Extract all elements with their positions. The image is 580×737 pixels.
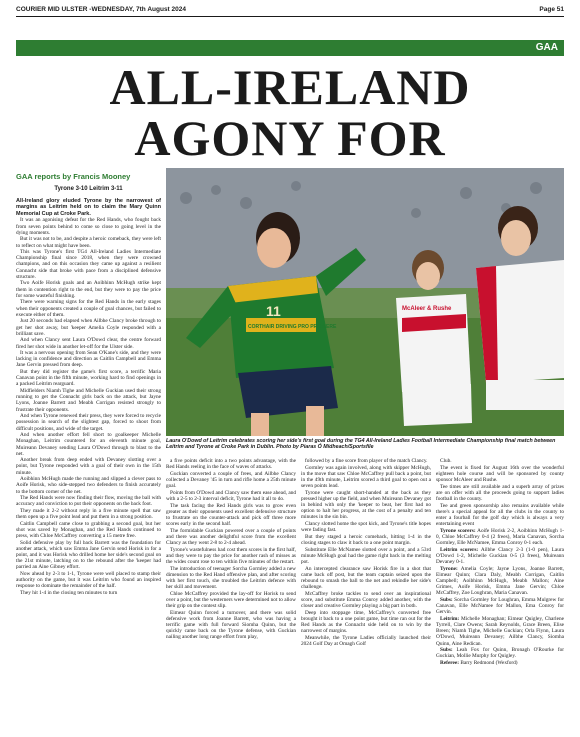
section-bar: [16, 40, 564, 56]
article-paragraph: Tee and green sponsorship also remains available while there's a special appeal for all the clubs in the county to enter a fourball for the golf day which is always a very entertaining event: [436, 502, 564, 528]
masthead: COURIER MID ULSTER -WEDNESDAY, 7th August 2024: [16, 5, 186, 13]
article-paragraph: Subs: Sorcha Gormley for Loughran, Emma Mulgrew for Canavan, Elle McNamee for Mallon, Ema Conroy for Gervin.: [436, 596, 564, 616]
headline-line-2: AGONY FOR: [134, 110, 446, 166]
article-paragraph: The introduction of teenager Sorcha Gormley added a new dimension to the Red Hand offensive plan, and after scoring with her first touch, she troubled the Leitrim defence with her skill and movement.: [166, 565, 296, 591]
article-column-4: [436, 458, 564, 730]
article-paragraph: Two Aoife Horisk goals and an Aoibhinn McHugh strike kept them in contention right to the end, but they were to pay the price for some wasteful finishing.: [16, 280, 161, 299]
article-paragraph: They made it 2-2 without reply in a five minute spell that saw them open up a five point lead and put them in a strong position.: [16, 508, 161, 521]
article-paragraph: followed by a fine score from player of the match Clancy.: [305, 458, 428, 464]
article-paragraph: It was an agonising defeat for the Red Hands, who fought back from seven points behind to come so close to going level in the dying moments.: [16, 217, 161, 236]
article-paragraph: But they did register the game's first score, a terrific Maria Canavan point in the fifth minute, working hard to find openings in a packed Leitrim rearguard.: [16, 369, 161, 388]
article-paragraph: Caitlin Campbell came close to grabbing a second goal, but her shot was saved by Monaghan, and the Red Hands continued to press, with Chloe McCaffrey converting a 15 metre free.: [16, 520, 161, 540]
scoreline: Tyrone 3-10 Leitrim 3-11: [54, 186, 123, 192]
article-paragraph: Substitute Elle McNamee slotted over a point, and a 53rd minute McHugh goal had the game right back in the melting pot.: [301, 546, 431, 565]
headline-line-1: ALL-IRELAND: [109, 59, 471, 115]
article-paragraph: Referee: Barry Redmond (Wexford): [440, 660, 518, 666]
jersey-number: 11: [266, 303, 281, 319]
article-paragraph: Solid defensive play by full back Barrett was the foundation for another attack, which saw Emma Jane Gervin send Horisk in for a point, and it was Horisk who drilled home her side's second goal on the 21st minute, latching on to the rebound after the 'keeper had parried an Aine Gibney effort.: [16, 539, 161, 571]
article-paragraph: Chloe McCaffrey provided the lay-off for Horisk to send over a point, but the westerners were determined not to allow their grip on the contest slip.: [166, 590, 296, 610]
article-paragraph: They hit 1-4 in the closing ten minutes to turn: [20, 590, 118, 597]
article-paragraph: Tyrone scorers: Aoife Horisk 2-2, Aoibhinn McHugh 1-0, Chloe McCaffrey 0-4 (2 frees), Maria Canavan, Sorcha Gormley, Elle McNamee, Emma Conroy 0-1 each.: [436, 527, 564, 547]
article-paragraph: The formidable Guckian powered over a couple of points and there was another delightful score from the excellent Clancy as they went 2-8 to 2-4 ahead.: [166, 527, 296, 547]
article-paragraph: Deep into stoppage time, McCaffrey's converted free brought it back to a one point game, but time ran out for the Red Hands as the Connacht side held on to win by the narrowest of margins.: [301, 609, 431, 635]
article-paragraph: Midfielders Niamh Tighe and Michelle Guckian used their strong running to get the Connacht girls back on the attack, but Jayne Lyons, Joanne Barrett and Meabh Corrigan resisted strongly to frustrate their opponents.: [16, 388, 161, 413]
article-paragraph: But they staged a heroic comeback, hitting 1-4 in the closing stages to claw it back to a one point margin.: [301, 533, 431, 547]
article-column-1: [16, 198, 161, 730]
article-paragraph: And when Tyrone renewed their press, they were forced to recycle possession in search of the slightest gap, forced to shoot from difficult positions, and wide of the target.: [16, 413, 161, 432]
article-paragraph: Leitrim scorers: Ailbhe Clancy 2-3 (1-0 pen), Laura O'Dowd 1-2, Michelle Guckian 0-5 (3 frees), Muireann Devaney 0-1.: [436, 546, 564, 565]
article-paragraph: Another break from deep ended with Devaney slotting over a point, but Tyrone responded with a goal of their own in the 15th minute.: [16, 457, 161, 476]
article-paragraph: Subs: Leah Fox for Quinn, Bronagh O'Rourke for Guckian, Mollie Murphy for Quigley.: [436, 647, 564, 660]
header-rule: [16, 16, 564, 17]
article-paragraph: An intercepted clearance saw Horisk fire in a shot that came back off post, but the team captain seized upon the rebound to smash the ball to the net and rekindle her side's challenge.: [301, 565, 431, 591]
article-paragraph: Club.: [440, 458, 452, 464]
article-paragraph: Guckian converted a couple of frees, and Ailbhe Clancy collected a Devaney '45 in turn and rifle home a 25th minute goal.: [166, 470, 296, 490]
photo-caption: Laura O'Dowd of Leitrim celebrates scoring her side's first goal during the TG4 All-Ireland Ladies Football Intermediate Championship final match between Leitrim and Tyrone at Croke Park in Dublin. Photo by Piaras Ó Mídheach/Sportsfile: [166, 438, 556, 451]
article-paragraph: Tyrone were caught short-handed at the back as they pressed higher up the field, and when Muireann Devaney got in behind with only the 'keeper to beat, her first had no option to halt her progress, at the cost of a penalty and ten minutes in the sin bin.: [301, 489, 431, 521]
article-paragraph: It was a nervous opening from Sean O'Kane's side, and they were lacking in confidence and direction as Caitlin Campbell and Emma Jane Gervin pressed from deep.: [16, 350, 161, 369]
article-paragraph: Now ahead by 2-3 to 1-1, Tyrone were well placed to stamp their authority on the game, but it was Leitrim who found an inspired response to dominate the remainder of the half.: [16, 571, 161, 590]
article-column-2: [166, 458, 296, 730]
article-paragraph: a five points deficit into a two points advantage, with the Red Hands reeling in the face of waves of attacks.: [166, 458, 296, 471]
article-paragraph: Gormley was again involved, along with skipper McHugh, in the move that saw Chloe McCaffrey pull back a point, but in the 49th minute, Leitrim scored a third goal to open out a seven points lead.: [301, 464, 431, 490]
article-paragraph: Eimear Quinn forced a turnover, and there was solid defensive work from Joanne Barrett, who was having a terrific game with full forward Siomha Quinn, but the quickly came back on the Tyrone defense, with Guckian nailing another long range effort from play,: [166, 609, 296, 641]
article-paragraph: Meanwhile, the Tyrone Ladies officially launched their 2024 Golf Day at Omagh Golf: [301, 634, 431, 648]
masthead-bar: [16, 4, 564, 14]
article-paragraph: Points from O'Dowd and Clancy saw them ease ahead, and with a 2-5 to 2-3 interval deficit, Tyrone had it all to do.: [166, 489, 296, 502]
article-paragraph: All-Ireland glory eluded Tyrone by the narrowest of margins as Leitrim held on to claim the Mary Quinn Memorial Cup at Croke Park.: [16, 198, 161, 217]
article-paragraph: Clancy slotted home the spot kick, and Tyrone's title hopes were fading fast.: [301, 521, 431, 534]
article-paragraph: Aoibhinn McHugh made the running and slipped a clever pass to Aoife Horisk, who side-stepped two defenders to finish accurately to the bottom corner of the net.: [16, 476, 161, 495]
article-paragraph: But it was not to be, and despite a heroic comeback, they were left to reflect on what might have been.: [16, 236, 161, 249]
page-number: Page 51: [539, 5, 564, 13]
article-paragraph: This was Tyrone's first TG4 All-Ireland Ladies Intermediate Championship final since 2018, when they were crowned champions, and on this occasion they came up against a resilient Connacht side that broke with pace from a disciplined defensive structure.: [16, 249, 161, 280]
article-column-3: [301, 458, 431, 730]
jersey-sponsor: CORTHAIR DRIVING PRO PREMIERE: [248, 324, 337, 330]
article-paragraph: McCaffrey broke tackles to send over an inspirational score, and substitute Emma Conroy added another, with the closer and creative Gormley playing a big part in both.: [301, 590, 431, 610]
opponent-sponsor: McAleer & Rushe: [402, 306, 452, 312]
article-paragraph: The event is fixed for August 16th over the wonderful eighteen hole course and will be sponsored by county sponsor McAleer and Rushe.: [436, 464, 564, 483]
article-paragraph: Tee times are still available and a superb array of prizes are on offer with all the proceeds going to support ladies football in the county.: [436, 483, 564, 502]
byline: GAA reports by Francis Mooney: [16, 172, 131, 181]
section-label: GAA: [535, 42, 558, 53]
article-paragraph: Just 20 seconds had elapsed when Ailbhe Clancy broke through to get her shot away, but 'keeper Amelia Coyle responded with a brilliant save.: [16, 318, 161, 337]
article-paragraph: The Red Hands were now finding their flow, moving the ball with accuracy and conviction to put their opponents on the back foot.: [16, 495, 161, 508]
article-paragraph: There were warning signs for the Red Hands in the early stages when their opponents created a couple of goal chances, but failed to execute either of them.: [16, 299, 161, 318]
article-paragraph: Leitrim: Michelle Monaghan; Eimear Quigley, Charlene Tyrrell, Clare Owens; Sarah Reynolds, Grace Breen, Elise Breen; Niamh Tighe, Michelle Guckian; Orla Flynn, Laura O'Dowd, Muireann Devaney; Ailbhe Clancy, Siomha Quinn, Aine Redican.: [436, 615, 564, 647]
article-paragraph: Tyrone's wastefulness had cost them scores in the first half, and they were to pay the price for another rash of misses as the wides count rose to ten within five minutes of the restart.: [166, 546, 296, 565]
article-paragraph: And when another effort fell short to goalkeeper Michelle Monaghan, Leitrim countered for an eleventh minute goal, Muireann Devaney sending Laura O'Dowd through to blast to the net.: [16, 432, 161, 457]
match-photo: [166, 168, 564, 436]
article-paragraph: And when Clancy sent Laura O'Dowd clear, the centre forward fired her shot wide in another let-off for the Ulster side.: [16, 337, 161, 350]
photo-illustration: [166, 168, 564, 436]
article-paragraph: The task facing the Red Hands girls was to grow even greater as their opponents used excellent defensive structure to frustrate on the counter-attack and pick off three more scores early in the second half.: [166, 502, 296, 528]
article-paragraph: Tyrone: Amelia Coyle; Jayne Lyons, Joanne Barrett, Eimear Quinn; Clara Daly, Meabh Corrigan, Caitlin Campbell; Aoibhinn McHugh, Meabh Mallon; Aine Grimes, Aoife Horisk, Emma Jane Gervin; Chloe McCaffrey, Zoe Loughran, Maria Canavan.: [436, 565, 564, 597]
